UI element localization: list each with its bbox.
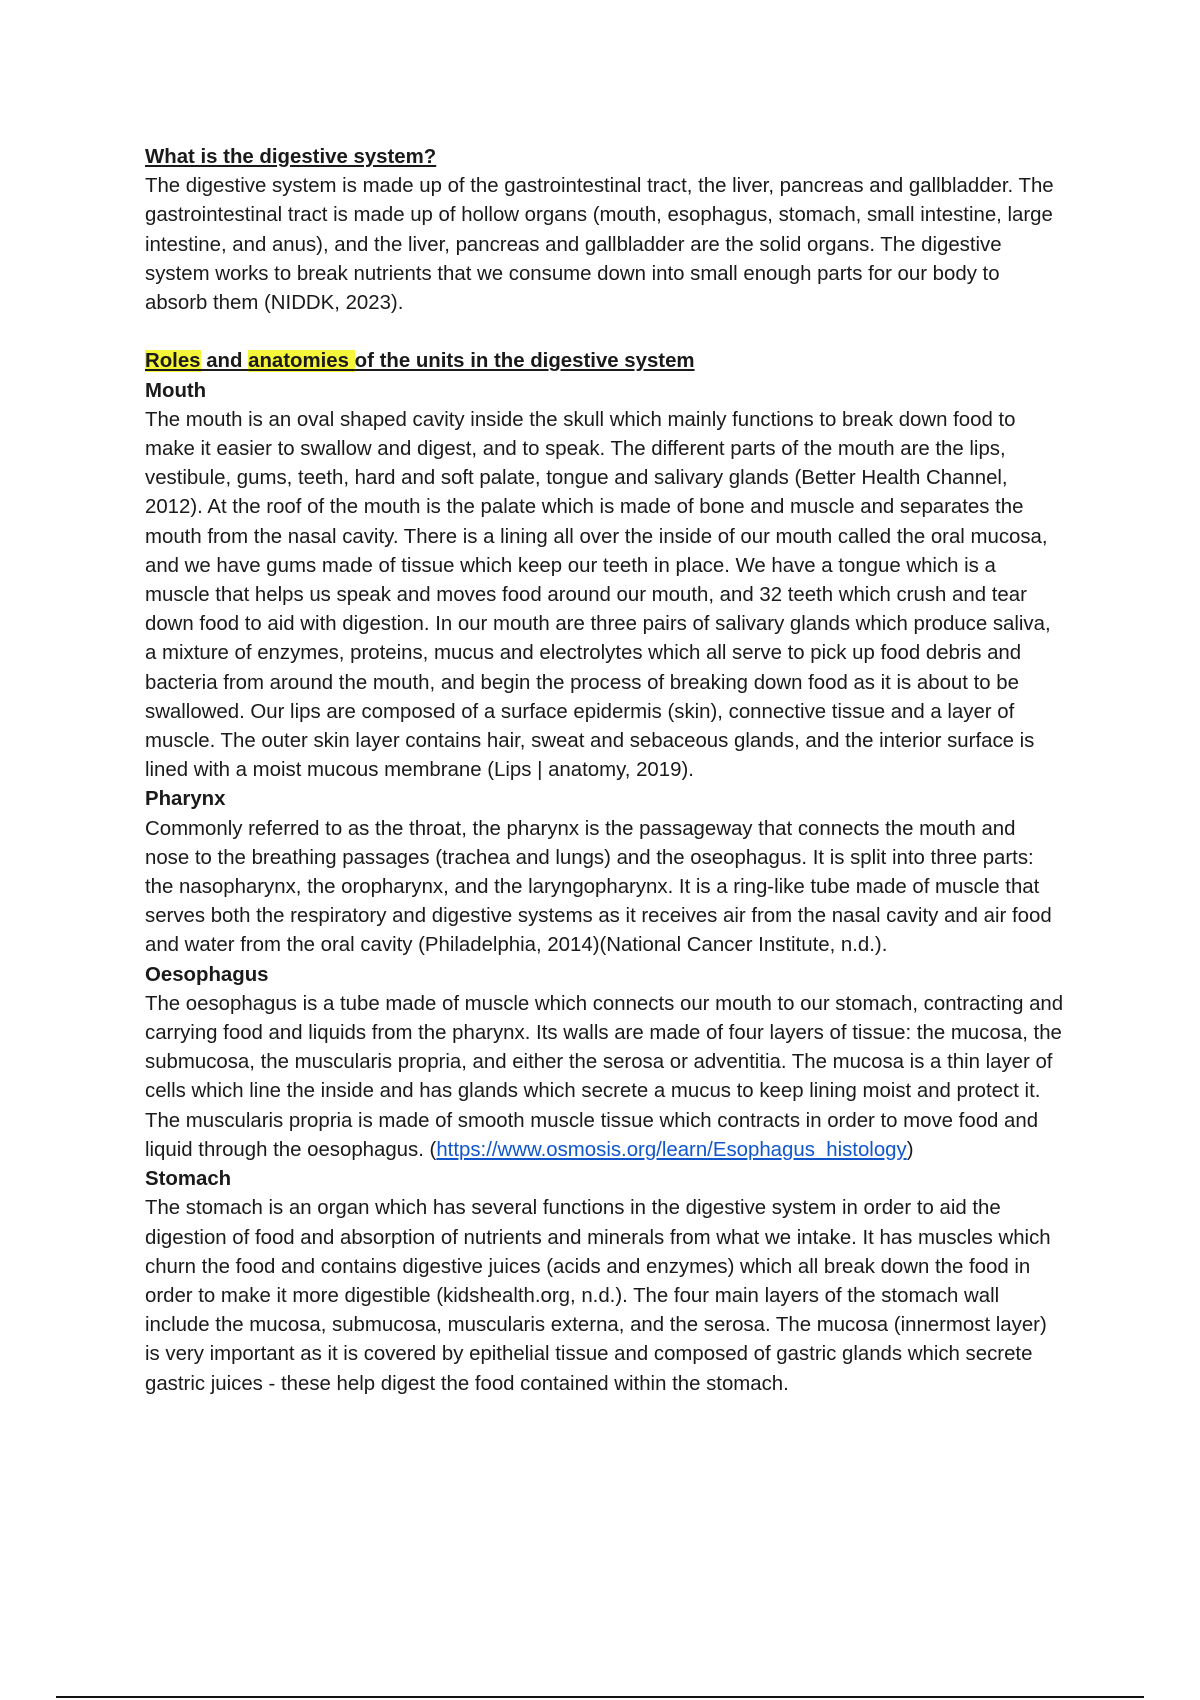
- osmosis-link[interactable]: https://www.osmosis.org/learn/Esophagus_histology: [436, 1138, 907, 1161]
- page-bottom-rule: [56, 1696, 1144, 1698]
- stomach-heading: Stomach: [145, 1168, 232, 1191]
- roles-title-and: and: [200, 350, 249, 373]
- roles-title: [145, 347, 1065, 376]
- oesophagus-text: The oesophagus is a tube made of muscle which connects our mouth to our stomach, contracting and carrying food and liquids from the pharynx. Its walls are made of four layers of tissue: the mucosa, the submucosa, the muscularis propria, and either the serosa or adventitia. The mucosa is a thin layer of cells which line the inside and has glands which secrete a mucus to keep lining moist and protect it. The muscularis propria is made of smooth muscle tissue which contracts in order to move food and liquid through the oesophagus. (: [145, 992, 1064, 1161]
- highlight-roles: Roles: [145, 350, 201, 373]
- highlight-anatomies: anatomies: [248, 350, 355, 373]
- paragraph-gap: [145, 318, 1065, 347]
- mouth-heading: Mouth: [145, 379, 207, 402]
- oesophagus-heading: Oesophagus: [145, 963, 269, 986]
- oesophagus-link-close: ): [906, 1138, 914, 1161]
- intro-title: What is the digestive system?: [145, 146, 437, 168]
- pharynx-heading: Pharynx: [145, 788, 226, 811]
- pharynx-paragraph: Commonly referred to as the throat, the pharynx is the passageway that connects the mouth and nose to the breathing passages (trachea and lungs) and the oseophagus. It is split into three parts: the nasopharynx, the oropharynx, and the laryngopharynx. It is a ring-like tube made of muscle that serves both the respiratory and digestive systems as it receives air from the nasal cavity and air food and water from the oral cavity (Philadelphia, 2014)(National Cancer Institute, n.d.).: [145, 817, 1052, 957]
- stomach-paragraph: The stomach is an organ which has several functions in the digestive system in order to aid the digestion of food and absorption of nutrients and minerals from what we intake. It has muscles which churn the food and contains digestive juices (acids and enzymes) which all break down the food in order to make it more digestible (kidshealth.org, n.d.). The four main layers of the stomach wall include the mucosa, submucosa, muscularis externa, and the serosa. The mucosa (innermost layer) is very important as it is covered by epithelial tissue and composed of gastric glands which secrete gastric juices - these help digest the food contained within the stomach.: [145, 1197, 1051, 1395]
- intro-paragraph: The digestive system is made up of the gastrointestinal tract, the liver, pancreas and gallbladder. The gastrointestinal tract is made up of hollow organs (mouth, esophagus, stomach, small intestine, large intestine, and anus), and the liver, pancreas and gallbladder are the solid organs. The digestive system works to break nutrients that we consume down into small enough parts for our body to absorb them (NIDDK, 2023).: [145, 175, 1054, 315]
- oesophagus-paragraph: [145, 990, 1065, 1165]
- roles-title-rest: of the units in the digestive system: [354, 350, 695, 373]
- document-page: [145, 143, 1065, 1399]
- mouth-paragraph: The mouth is an oval shaped cavity inside the skull which mainly functions to break down food to make it easier to swallow and digest, and to speak. The different parts of the mouth are the lips, vestibule, gums, teeth, hard and soft palate, tongue and salivary glands (Better Health Channel, 2012). At the roof of the mouth is the palate which is made of bone and muscle and separates the mouth from the nasal cavity. There is a lining all over the inside of our mouth called the oral mucosa, and we have gums made of tissue which keep our teeth in place. We have a tongue which is a muscle that helps us speak and moves food around our mouth, and 32 teeth which crush and tear down food to aid with digestion. In our mouth are three pairs of salivary glands which produce saliva, a mixture of enzymes, proteins, mucus and electrolytes which all serve to pick up food debris and bacteria from around the mouth, and begin the process of breaking down food as it is about to be swallowed. Our lips are composed of a surface epidermis (skin), connective tissue and a layer of muscle. The outer skin layer contains hair, sweat and sebaceous glands, and the interior surface is lined with a moist mucous membrane (Lips | anatomy, 2019).: [145, 408, 1051, 782]
